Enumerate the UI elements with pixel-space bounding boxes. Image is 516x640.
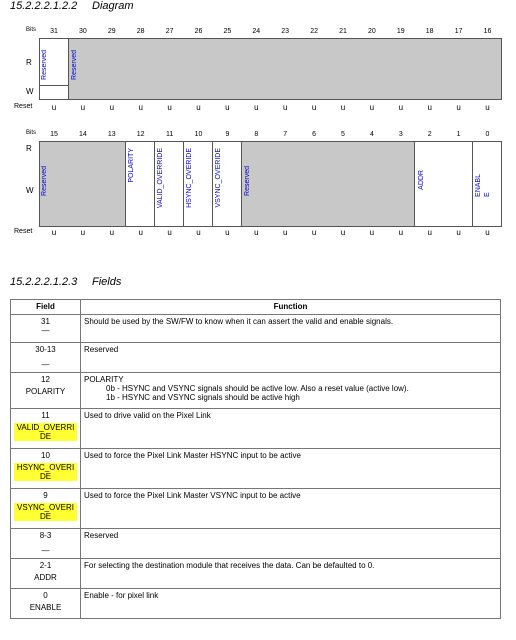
bit-number-10: 10 <box>194 131 203 138</box>
function-cell: Used to force the Pixel Link Master VSYNC input to be active <box>81 489 501 529</box>
field-cell <box>11 409 81 449</box>
reset-value-19: u <box>398 103 404 112</box>
reset-value-20: u <box>369 103 375 112</box>
reset-value-12: u <box>138 228 143 237</box>
bit-number-14: 14 <box>78 131 87 138</box>
field-name: VALID_OVERRI <box>14 423 77 432</box>
field-name: — <box>41 360 50 369</box>
bits15-13-reserved-label: Reserved <box>41 166 48 196</box>
fields-heading-number: 15.2.2.2.1.2.3 <box>10 276 78 288</box>
bit-number-3: 3 <box>398 131 403 138</box>
function-cell: Used to drive valid on the Pixel Link <box>81 409 501 449</box>
fields-heading <box>10 276 121 288</box>
bit-number-17: 17 <box>454 28 463 35</box>
polarity-label: POLARITY <box>128 148 135 183</box>
function-cell: Used to force the Pixel Link Master HSYNC input to be active <box>81 449 501 489</box>
field-name: POLARITY <box>25 387 66 396</box>
field-cell <box>11 559 81 589</box>
field-cell <box>11 529 81 559</box>
reset-value-15: u <box>51 228 57 237</box>
table-row <box>11 489 501 529</box>
bits-label-upper: Bits <box>26 27 37 33</box>
bits30-16-reserved-cell <box>68 38 502 100</box>
field-name: — <box>41 326 50 335</box>
reset-value-4: u <box>369 228 375 237</box>
bit-number-22: 22 <box>310 28 318 35</box>
reset-value-13: u <box>109 228 115 237</box>
field-name: ADDR <box>34 573 57 582</box>
field-cell <box>11 373 81 409</box>
reset-value-1: u <box>456 228 461 237</box>
bit-number-24: 24 <box>252 28 261 35</box>
bit-number-6: 6 <box>312 131 317 138</box>
bits8-3-reserved-label: Reserved <box>244 166 251 196</box>
reset-value-24: u <box>254 103 259 112</box>
hsync-overide-label: HSYNC_OVERIDE <box>186 148 193 208</box>
function-title: POLARITY <box>84 375 124 384</box>
field-bits: 10 <box>41 451 50 460</box>
bits30-16-reserved-label: Reserved <box>71 50 78 80</box>
field-name-cont: DE <box>14 512 77 521</box>
reset-value-16: u <box>485 103 490 112</box>
bit-number-29: 29 <box>107 28 116 35</box>
bit-number-31: 31 <box>50 28 58 35</box>
field-name: — <box>41 546 50 555</box>
reset-value-5: u <box>340 228 346 237</box>
table-row <box>11 409 501 449</box>
bit-number-19: 19 <box>396 28 405 35</box>
field-bits: 9 <box>43 491 48 500</box>
fields-table <box>10 299 501 619</box>
bit-number-20: 20 <box>367 28 376 35</box>
table-row <box>11 343 501 373</box>
bits-label-lower: Bits <box>26 130 37 136</box>
bit-number-11: 11 <box>165 131 174 138</box>
field-name: VSYNC_OVERI <box>14 503 77 512</box>
bit-number-30: 30 <box>78 28 87 35</box>
reset-value-29: u <box>109 103 115 112</box>
function-cell: Should be used by the SW/FW to know when it can assert the valid and enable signals. <box>81 315 501 343</box>
w-label-lower: W <box>26 186 34 195</box>
bit-number-26: 26 <box>194 28 203 35</box>
field-name: HSYNC_OVERI <box>14 463 77 472</box>
table-row <box>11 315 501 343</box>
reset-value-30: u <box>80 103 86 112</box>
field-bits: 0 <box>43 591 48 600</box>
field-bits: 30-13 <box>35 345 56 354</box>
diagram-heading <box>10 0 134 12</box>
table-row <box>11 373 501 409</box>
table-row <box>11 449 501 489</box>
bit-number-16: 16 <box>483 28 492 35</box>
field-name-cont: DE <box>14 472 77 481</box>
bit-number-23: 23 <box>281 28 290 35</box>
bit-number-9: 9 <box>225 131 230 138</box>
r-label-lower: R <box>26 144 32 153</box>
reset-label-lower: Reset <box>14 228 33 235</box>
reset-value-8: u <box>254 228 259 237</box>
bit-number-25: 25 <box>223 28 232 35</box>
field-bits: 8-3 <box>39 531 52 540</box>
reset-value-21: u <box>340 103 346 112</box>
field-cell <box>11 449 81 489</box>
bit31-write-cell <box>39 85 69 100</box>
field-bits: 31 <box>41 317 50 326</box>
reset-value-0: u <box>485 228 490 237</box>
reset-value-25: u <box>225 103 230 112</box>
reset-value-27: u <box>167 103 172 112</box>
enable-label: ENABL E <box>475 174 491 197</box>
valid-override-label: VALID_OVERRIDE <box>157 148 164 209</box>
bit-number-12: 12 <box>136 131 145 138</box>
reset-value-3: u <box>398 228 404 237</box>
reset-value-11: u <box>167 228 172 237</box>
field-cell <box>11 489 81 529</box>
bit-number-7: 7 <box>283 131 288 138</box>
bit-number-1: 1 <box>456 131 461 138</box>
reset-value-31: u <box>51 103 57 112</box>
field-name-cont: DE <box>14 432 77 441</box>
table-row <box>11 529 501 559</box>
bit-number-27: 27 <box>165 28 174 35</box>
field-cell <box>11 343 81 373</box>
function-sub-1b: 1b - HSYNC and VSYNC signals should be active high <box>106 393 300 402</box>
function-cell: Reserved <box>81 343 501 373</box>
diagram-heading-title: Diagram <box>92 0 134 12</box>
reset-value-23: u <box>282 103 288 112</box>
bit-number-28: 28 <box>136 28 145 35</box>
reset-value-17: u <box>456 103 461 112</box>
function-sub-0b: 0b - HSYNC and VSYNC signals should be active low. Also a reset value (active low). <box>106 384 409 393</box>
bit-number-21: 21 <box>339 28 347 35</box>
bits8-3-reserved-cell <box>241 141 415 227</box>
reset-value-2: u <box>427 228 432 237</box>
field-column-header: Field <box>11 300 81 315</box>
table-header-row <box>11 300 501 315</box>
bit-number-5: 5 <box>341 131 345 138</box>
reset-value-9: u <box>225 228 230 237</box>
bit-number-0: 0 <box>485 131 490 138</box>
function-cell: Reserved <box>81 529 501 559</box>
bit-number-4: 4 <box>369 131 374 138</box>
bit31-reserved-label: Reserved <box>41 50 48 80</box>
diagram-heading-number: 15.2.2.2.1.2.2 <box>10 0 78 12</box>
reset-value-14: u <box>80 228 86 237</box>
reset-value-22: u <box>311 103 317 112</box>
bit-number-2: 2 <box>427 131 432 138</box>
table-row <box>11 559 501 589</box>
reset-value-28: u <box>138 103 143 112</box>
reset-value-18: u <box>427 103 432 112</box>
field-name: ENABLE <box>29 603 62 612</box>
bit-number-15: 15 <box>50 131 58 138</box>
function-cell: For selecting the destination module that receives the data. Can be defaulted to 0. <box>81 559 501 589</box>
vsync-overide-label: VSYNC_OVERIDE <box>215 148 222 208</box>
bits15-13-reserved-cell <box>39 141 126 227</box>
field-bits: 2-1 <box>39 561 52 570</box>
fields-heading-title: Fields <box>92 276 122 288</box>
field-cell <box>11 589 81 619</box>
addr-label: ADDR <box>418 170 425 190</box>
reset-value-26: u <box>196 103 201 112</box>
function-cell <box>81 373 501 409</box>
bit-number-8: 8 <box>254 131 259 138</box>
field-bits: 12 <box>41 375 50 384</box>
table-row <box>11 589 501 619</box>
reset-value-7: u <box>282 228 288 237</box>
field-cell <box>11 315 81 343</box>
bit-number-18: 18 <box>425 28 434 35</box>
reset-value-10: u <box>196 228 201 237</box>
function-cell: Enable - for pixel link <box>81 589 501 619</box>
reset-label-upper: Reset <box>14 103 33 110</box>
function-column-header: Function <box>81 300 501 315</box>
reset-value-6: u <box>311 228 317 237</box>
bit-number-13: 13 <box>107 131 116 138</box>
field-bits: 11 <box>41 411 50 420</box>
r-label-upper: R <box>26 58 32 67</box>
w-label-upper: W <box>26 87 34 96</box>
